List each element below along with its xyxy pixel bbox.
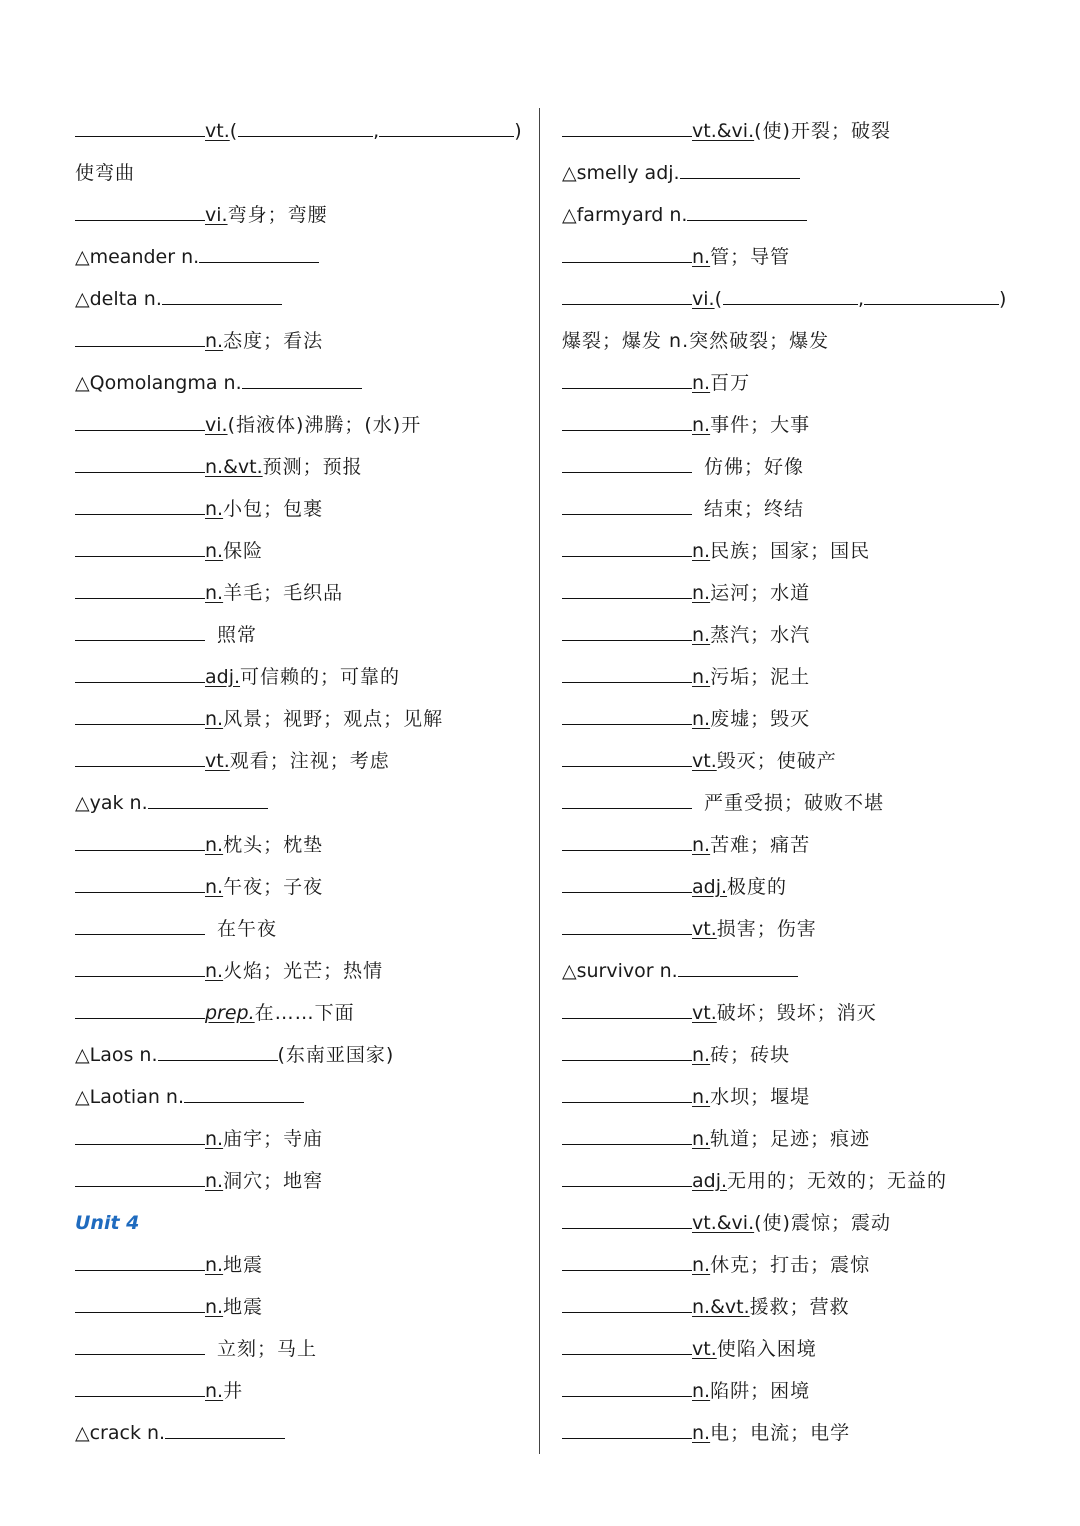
part-of-speech: n.: [692, 414, 711, 436]
vocab-row: [562, 908, 1022, 950]
vocab-row: [562, 1160, 1022, 1202]
meaning-text: 枕头；枕垫: [223, 834, 324, 856]
vocab-row: [75, 950, 530, 992]
vocab-row: [75, 740, 530, 782]
extension-word: △smelly adj.: [562, 162, 680, 184]
vocab-row: [75, 1286, 530, 1328]
answer-blank[interactable]: [75, 577, 205, 599]
answer-blank[interactable]: [680, 157, 800, 179]
answer-blank[interactable]: [75, 451, 205, 473]
answer-blank[interactable]: [379, 115, 514, 137]
answer-blank[interactable]: [723, 283, 858, 305]
answer-blank[interactable]: [75, 871, 205, 893]
answer-blank[interactable]: [75, 955, 205, 977]
meaning-text: 地震: [223, 1254, 264, 1276]
part-of-speech: n.: [205, 582, 224, 604]
part-of-speech: vi.: [692, 288, 715, 310]
meaning-text: (: [229, 120, 239, 142]
part-of-speech: n.: [205, 498, 224, 520]
vocab-row: [75, 278, 530, 320]
vocab-row: [75, 1118, 530, 1160]
answer-blank[interactable]: [562, 619, 692, 641]
part-of-speech: n.: [205, 876, 224, 898]
answer-blank[interactable]: [678, 955, 798, 977]
answer-blank[interactable]: [562, 1417, 692, 1439]
part-of-speech: n.: [692, 1044, 711, 1066]
part-of-speech: n.: [205, 1170, 224, 1192]
part-of-speech: n.&vt.: [205, 456, 263, 478]
answer-blank[interactable]: [562, 871, 692, 893]
meaning-text: 蒸汽；水汽: [710, 624, 811, 646]
answer-blank[interactable]: [75, 115, 205, 137]
vocab-row: [75, 614, 530, 656]
vocab-row: [562, 404, 1022, 446]
meaning-text: 援救；营救: [749, 1296, 850, 1318]
meaning-text: 陷阱；困境: [710, 1380, 811, 1402]
answer-blank[interactable]: [158, 1039, 278, 1061]
part-of-speech: vt.: [692, 918, 717, 940]
vocab-row: [562, 698, 1022, 740]
meaning-text: 保险: [223, 540, 264, 562]
answer-blank[interactable]: [562, 913, 692, 935]
part-of-speech: n.: [692, 246, 711, 268]
part-of-speech: n.: [205, 330, 224, 352]
meaning-text: 羊毛；毛织品: [223, 582, 344, 604]
vocab-row: [75, 1034, 530, 1076]
answer-blank[interactable]: [562, 451, 692, 473]
part-of-speech: vi.: [205, 204, 228, 226]
answer-blank[interactable]: [562, 1207, 692, 1229]
answer-blank[interactable]: [562, 283, 692, 305]
meaning-text: 管；导管: [710, 246, 791, 268]
vocab-row: [75, 824, 530, 866]
meaning-text: 毁灭；使破产: [716, 750, 837, 772]
part-of-speech: n.: [205, 1254, 224, 1276]
answer-blank[interactable]: [562, 241, 692, 263]
part-of-speech: adj.: [205, 666, 241, 688]
meaning-text: 民族；国家；国民: [710, 540, 871, 562]
vocab-row: [75, 320, 530, 362]
meaning-text: 轨道；足迹；痕迹: [710, 1128, 871, 1150]
vocab-row: [75, 1076, 530, 1118]
vocab-row: [75, 488, 530, 530]
answer-blank[interactable]: [562, 703, 692, 725]
meaning-text: 砖；砖块: [710, 1044, 791, 1066]
vocab-row: [562, 530, 1022, 572]
vocab-row: [562, 992, 1022, 1034]
meaning-text: (使)开裂；破裂: [754, 120, 891, 142]
meaning-text: 风景；视野；观点；见解: [223, 708, 444, 730]
vocab-row: [562, 1034, 1022, 1076]
answer-blank[interactable]: [199, 241, 319, 263]
meaning-text: 百万: [710, 372, 751, 394]
extension-word: △Laotian n.: [75, 1086, 184, 1108]
part-of-speech: vt.: [205, 120, 230, 142]
answer-blank[interactable]: [75, 997, 205, 1019]
extension-word: △yak n.: [75, 792, 148, 814]
meaning-text: (使)震惊；震动: [754, 1212, 891, 1234]
answer-blank[interactable]: [562, 1165, 692, 1187]
vocab-row: [562, 236, 1022, 278]
answer-blank[interactable]: [75, 1333, 205, 1355]
column-divider: [539, 108, 540, 1454]
extension-word: △delta n.: [75, 288, 162, 310]
vocab-row: [75, 362, 530, 404]
answer-blank[interactable]: [75, 1249, 205, 1271]
left-column: [75, 110, 530, 1454]
part-of-speech: n.: [692, 1128, 711, 1150]
meaning-text: 弯身；弯腰: [227, 204, 328, 226]
vocab-row: [75, 1244, 530, 1286]
vocab-row: [75, 194, 530, 236]
answer-blank[interactable]: [562, 745, 692, 767]
meaning-text: 立刻；马上: [217, 1338, 318, 1360]
meaning-text: 井: [223, 1380, 244, 1402]
answer-blank[interactable]: [562, 1249, 692, 1271]
extension-word: △Qomolangma n.: [75, 372, 242, 394]
meaning-text: 严重受损；破败不堪: [704, 792, 885, 814]
meaning-text: 污垢；泥土: [710, 666, 811, 688]
part-of-speech: prep.: [205, 1002, 255, 1024]
part-of-speech: vi.: [205, 414, 228, 436]
vocab-row: [75, 1370, 530, 1412]
vocab-row: [562, 362, 1022, 404]
part-of-speech: n.: [692, 1254, 711, 1276]
part-of-speech: n.: [692, 834, 711, 856]
part-of-speech: vt.&vi.: [692, 120, 755, 142]
meaning-text: 可信赖的；可靠的: [240, 666, 401, 688]
answer-blank[interactable]: [562, 1291, 692, 1313]
meaning-text: 在午夜: [217, 918, 278, 940]
vocab-row: [562, 656, 1022, 698]
meaning-text: 洞穴；地窖: [223, 1170, 324, 1192]
meaning-text: 事件；大事: [710, 414, 811, 436]
part-of-speech: n.: [692, 1422, 711, 1444]
meaning-text: 使陷入困境: [716, 1338, 817, 1360]
meaning-text: (: [714, 288, 723, 310]
vocab-row: [75, 908, 530, 950]
answer-blank[interactable]: [864, 283, 999, 305]
vocab-row: [562, 1118, 1022, 1160]
answer-blank[interactable]: [75, 493, 205, 515]
vocab-row: [75, 152, 530, 194]
meaning-text: 火焰；光芒；热情: [223, 960, 384, 982]
answer-blank[interactable]: [242, 367, 362, 389]
answer-blank[interactable]: [75, 619, 205, 641]
part-of-speech: n.: [205, 1380, 224, 1402]
extension-word: △survivor n.: [562, 960, 678, 982]
part-of-speech: n.: [205, 708, 224, 730]
part-of-speech: n.: [692, 1380, 711, 1402]
part-of-speech: n.: [692, 666, 711, 688]
comma-text: ,: [857, 288, 865, 310]
vocab-row: [75, 698, 530, 740]
unit-heading: Unit 4: [75, 1212, 140, 1234]
extension-word: △meander n.: [75, 246, 200, 268]
meaning-text: 预测；预报: [262, 456, 363, 478]
vocab-row: [562, 950, 1022, 992]
meaning-text: 仿佛；好像: [704, 456, 805, 478]
part-of-speech: vt.: [692, 1002, 717, 1024]
part-of-speech: vt.: [205, 750, 230, 772]
extension-word: △Laos n.: [75, 1044, 158, 1066]
meaning-text: (指液体)沸腾；(水)开: [227, 414, 422, 436]
answer-blank[interactable]: [562, 997, 692, 1019]
vocab-row: [562, 320, 1022, 362]
vocab-row: [562, 446, 1022, 488]
part-of-speech: n.: [692, 582, 711, 604]
part-of-speech: vt.: [692, 1338, 717, 1360]
answer-blank[interactable]: [562, 787, 692, 809]
vocab-row: [75, 110, 530, 152]
vocab-row: [562, 278, 1022, 320]
meaning-text: 电；电流；电学: [710, 1422, 851, 1444]
part-of-speech: n.: [692, 540, 711, 562]
answer-blank[interactable]: [75, 913, 205, 935]
vocab-row: [75, 1328, 530, 1370]
answer-blank[interactable]: [75, 199, 205, 221]
part-of-speech: vt.&vi.: [692, 1212, 755, 1234]
vocab-row: [75, 404, 530, 446]
answer-blank[interactable]: [75, 1123, 205, 1145]
answer-blank[interactable]: [562, 829, 692, 851]
answer-blank[interactable]: [75, 661, 205, 683]
right-column: [562, 110, 1022, 1454]
part-of-speech: n.: [205, 960, 224, 982]
vocab-row: [562, 572, 1022, 614]
vocab-row: [562, 488, 1022, 530]
vocab-row: [75, 446, 530, 488]
part-of-speech: adj.: [692, 1170, 728, 1192]
meaning-text: 无用的；无效的；无益的: [727, 1170, 948, 1192]
part-of-speech: n.&vt.: [692, 1296, 750, 1318]
meaning-text: 结束；终结: [704, 498, 805, 520]
extension-word: △farmyard n.: [562, 204, 688, 226]
paren-text: ): [514, 120, 522, 142]
part-of-speech: n.: [205, 1128, 224, 1150]
answer-blank[interactable]: [562, 535, 692, 557]
answer-blank[interactable]: [75, 829, 205, 851]
answer-blank[interactable]: [562, 367, 692, 389]
meaning-text: 运河；水道: [710, 582, 811, 604]
part-of-speech: n.: [692, 708, 711, 730]
vocab-row: [562, 782, 1022, 824]
meaning-text: 观看；注视；考虑: [229, 750, 390, 772]
answer-blank[interactable]: [162, 283, 282, 305]
meaning-text: 休克；打击；震惊: [710, 1254, 871, 1276]
vocab-row: [562, 1076, 1022, 1118]
meaning-text: 庙宇；寺庙: [223, 1128, 324, 1150]
continuation-text: 爆裂；爆发 n.突然破裂；爆发: [562, 330, 830, 352]
answer-blank[interactable]: [562, 493, 692, 515]
meaning-text: 水坝；堰堤: [710, 1086, 811, 1108]
answer-blank[interactable]: [687, 199, 807, 221]
vocab-row: [562, 824, 1022, 866]
meaning-text: 极度的: [727, 876, 788, 898]
answer-blank[interactable]: [75, 325, 205, 347]
vocab-row: [75, 1202, 530, 1244]
vocab-row: [562, 152, 1022, 194]
part-of-speech: n.: [692, 1086, 711, 1108]
vocab-row: [562, 1286, 1022, 1328]
note-text: (东南亚国家): [277, 1044, 395, 1066]
meaning-text: 在……下面: [254, 1002, 355, 1024]
answer-blank[interactable]: [562, 577, 692, 599]
answer-blank[interactable]: [562, 661, 692, 683]
answer-blank[interactable]: [75, 409, 205, 431]
vocab-row: [562, 1370, 1022, 1412]
answer-blank[interactable]: [562, 1333, 692, 1355]
paren-text: ): [999, 288, 1007, 310]
part-of-speech: n.: [205, 540, 224, 562]
comma-text: ,: [373, 120, 380, 142]
meaning-text: 废墟；毁灭: [710, 708, 811, 730]
answer-blank[interactable]: [75, 1375, 205, 1397]
part-of-speech: n.: [205, 1296, 224, 1318]
part-of-speech: vt.: [692, 750, 717, 772]
vocab-row: [562, 110, 1022, 152]
part-of-speech: n.: [205, 834, 224, 856]
vocab-row: [75, 572, 530, 614]
meaning-text: 苦难；痛苦: [710, 834, 811, 856]
vocab-row: [75, 236, 530, 278]
answer-blank[interactable]: [75, 1165, 205, 1187]
answer-blank[interactable]: [75, 535, 205, 557]
vocab-row: [75, 992, 530, 1034]
answer-blank[interactable]: [562, 1081, 692, 1103]
vocab-row: [75, 1412, 530, 1454]
answer-blank[interactable]: [562, 1039, 692, 1061]
answer-blank[interactable]: [562, 115, 692, 137]
meaning-text: 破坏；毁坏；消灭: [716, 1002, 877, 1024]
vocab-row: [562, 614, 1022, 656]
answer-blank[interactable]: [562, 1123, 692, 1145]
vocab-row: [75, 1160, 530, 1202]
vocab-row: [562, 1412, 1022, 1454]
vocab-row: [75, 530, 530, 572]
answer-blank[interactable]: [75, 1291, 205, 1313]
meaning-text: 地震: [223, 1296, 264, 1318]
meaning-text: 午夜；子夜: [223, 876, 324, 898]
answer-blank[interactable]: [148, 787, 268, 809]
answer-blank[interactable]: [184, 1081, 304, 1103]
part-of-speech: n.: [692, 372, 711, 394]
vocab-row: [562, 1328, 1022, 1370]
vocab-row: [75, 866, 530, 908]
vocab-row: [562, 740, 1022, 782]
meaning-text: 小包；包裹: [223, 498, 324, 520]
vocab-row: [562, 866, 1022, 908]
continuation-text: 使弯曲: [75, 162, 136, 184]
meaning-text: 态度；看法: [223, 330, 324, 352]
answer-blank[interactable]: [165, 1417, 285, 1439]
vocab-row: [562, 1244, 1022, 1286]
vocab-row: [75, 656, 530, 698]
part-of-speech: adj.: [692, 876, 728, 898]
answer-blank[interactable]: [562, 1375, 692, 1397]
vocab-row: [562, 194, 1022, 236]
extension-word: △crack n.: [75, 1422, 166, 1444]
meaning-text: 损害；伤害: [716, 918, 817, 940]
vocab-row: [75, 782, 530, 824]
answer-blank[interactable]: [238, 115, 373, 137]
answer-blank[interactable]: [75, 745, 205, 767]
part-of-speech: n.: [692, 624, 711, 646]
answer-blank[interactable]: [75, 703, 205, 725]
answer-blank[interactable]: [562, 409, 692, 431]
meaning-text: 照常: [217, 624, 258, 646]
vocab-row: [562, 1202, 1022, 1244]
